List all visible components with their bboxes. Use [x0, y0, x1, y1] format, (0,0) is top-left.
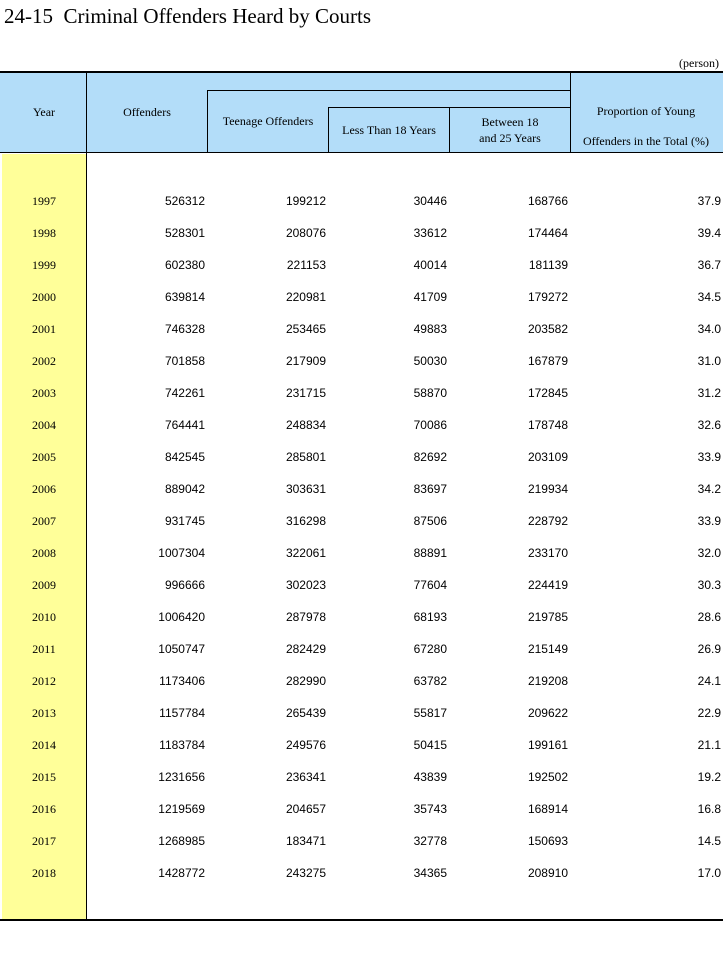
cell-between: 178748 [527, 418, 568, 432]
cell-between: 219785 [527, 610, 568, 624]
header-top-rule [0, 71, 723, 73]
cell-offenders: 1173406 [159, 674, 205, 688]
cell-less18: 32778 [413, 834, 447, 848]
cell-less18: 40014 [413, 258, 447, 272]
cell-between: 167879 [527, 354, 568, 368]
cell-proportion: 32.6 [697, 418, 721, 432]
cell-offenders: 639814 [164, 290, 205, 304]
cell-offenders: 526312 [164, 194, 205, 208]
cell-teenage: 287978 [285, 610, 326, 624]
cell-less18: 43839 [413, 770, 447, 784]
cell-offenders: 1231656 [158, 770, 205, 784]
cell-offenders: 1183784 [159, 738, 205, 752]
cell-teenage: 249576 [285, 738, 326, 752]
cell-offenders: 742261 [164, 386, 205, 400]
cell-offenders: 701858 [164, 354, 205, 368]
cell-teenage: 199212 [285, 194, 326, 208]
cell-between: 172845 [527, 386, 568, 400]
cell-offenders: 1428772 [158, 866, 205, 880]
cell-teenage: 248834 [285, 418, 326, 432]
cell-offenders: 1006420 [158, 610, 205, 624]
cell-offenders: 602380 [164, 258, 205, 272]
cell-teenage: 302023 [285, 578, 326, 592]
cell-proportion: 37.9 [697, 194, 721, 208]
cell-less18: 83697 [413, 482, 447, 496]
cell-less18: 50415 [413, 738, 447, 752]
cell-offenders: 1268985 [158, 834, 205, 848]
cell-between: 224419 [527, 578, 568, 592]
row-year: 2016 [32, 802, 56, 816]
cell-proportion: 34.0 [697, 322, 721, 336]
row-year: 2010 [32, 610, 56, 624]
cell-teenage: 282429 [285, 642, 326, 656]
cell-between: 174464 [527, 226, 568, 240]
cell-between: 219934 [527, 482, 568, 496]
cell-proportion: 34.5 [697, 290, 721, 304]
unit-label: (person) [679, 56, 719, 70]
cell-proportion: 33.9 [697, 514, 721, 528]
cell-between: 203109 [527, 450, 568, 464]
row-year: 2005 [32, 450, 56, 464]
cell-between: 199161 [527, 738, 568, 752]
cell-teenage: 265439 [285, 706, 326, 720]
row-year: 2000 [32, 290, 56, 304]
cell-less18: 35743 [413, 802, 447, 816]
cell-between: 215149 [527, 642, 568, 656]
header-between-18-25-line1: Between 18 [481, 115, 539, 129]
cell-offenders: 1157784 [159, 706, 205, 720]
cell-between: 192502 [527, 770, 568, 784]
cell-teenage: 285801 [285, 450, 326, 464]
row-year: 2001 [32, 322, 56, 336]
cell-proportion: 24.1 [697, 674, 721, 688]
cell-offenders: 528301 [164, 226, 205, 240]
cell-proportion: 16.8 [697, 802, 721, 816]
cell-proportion: 33.9 [697, 450, 721, 464]
cell-offenders: 842545 [164, 450, 205, 464]
cell-between: 228792 [527, 514, 568, 528]
cell-between: 208910 [527, 866, 568, 880]
row-year: 2008 [32, 546, 56, 560]
cell-offenders: 764441 [164, 418, 205, 432]
cell-between: 181139 [528, 258, 568, 272]
cell-proportion: 26.9 [697, 642, 721, 656]
cell-offenders: 1050747 [158, 642, 205, 656]
cell-proportion: 34.2 [697, 482, 721, 496]
cell-less18: 63782 [413, 674, 447, 688]
cell-teenage: 221153 [286, 258, 326, 272]
cell-offenders: 889042 [164, 482, 205, 496]
cell-proportion: 36.7 [697, 258, 721, 272]
row-year: 2012 [32, 674, 56, 688]
cell-teenage: 208076 [285, 226, 326, 240]
header-less-than-18: Less Than 18 Years [342, 123, 436, 137]
cell-offenders: 1219569 [158, 802, 205, 816]
cell-proportion: 31.0 [697, 354, 721, 368]
row-year: 2018 [32, 866, 56, 880]
row-year: 1997 [32, 194, 56, 208]
cell-proportion: 39.4 [697, 226, 721, 240]
cell-proportion: 30.3 [697, 578, 721, 592]
cell-less18: 88891 [413, 546, 447, 560]
cell-teenage: 316298 [285, 514, 326, 528]
cell-proportion: 31.2 [697, 386, 721, 400]
cell-teenage: 253465 [285, 322, 326, 336]
header-bottom-rule [0, 152, 723, 153]
cell-between: 233170 [527, 546, 568, 560]
cell-less18: 87506 [413, 514, 447, 528]
row-year: 2009 [32, 578, 56, 592]
cell-offenders: 746328 [164, 322, 205, 336]
cell-proportion: 19.2 [697, 770, 721, 784]
cell-teenage: 282990 [285, 674, 326, 688]
cell-less18: 34365 [413, 866, 447, 880]
row-year: 2011 [32, 642, 56, 656]
cell-offenders: 931745 [164, 514, 205, 528]
cell-proportion: 21.1 [697, 738, 721, 752]
cell-less18: 67280 [413, 642, 447, 656]
cell-less18: 49883 [413, 322, 447, 336]
year-column-rule [86, 72, 87, 920]
header-year: Year [32, 105, 56, 119]
cell-less18: 50030 [413, 354, 447, 368]
cell-between: 168914 [527, 802, 568, 816]
cell-teenage: 220981 [285, 290, 326, 304]
cell-between: 209622 [527, 706, 568, 720]
table-title: 24-15 Criminal Offenders Heard by Courts [4, 4, 372, 28]
header-proportion-line2: Offenders in the Total (%) [582, 134, 709, 148]
row-year: 2002 [32, 354, 56, 368]
row-year: 2004 [32, 418, 56, 432]
cell-teenage: 243275 [285, 866, 326, 880]
cell-less18: 58870 [413, 386, 447, 400]
row-year: 1998 [32, 226, 56, 240]
cell-teenage: 236341 [285, 770, 326, 784]
cell-less18: 33612 [413, 226, 447, 240]
cell-offenders: 996666 [164, 578, 205, 592]
cell-teenage: 204657 [285, 802, 326, 816]
header-offenders: Offenders [123, 105, 171, 119]
cell-teenage: 231715 [285, 386, 326, 400]
cell-between: 150693 [527, 834, 568, 848]
cell-teenage: 217909 [285, 354, 326, 368]
row-year: 1999 [32, 258, 56, 272]
cell-between: 219208 [527, 674, 568, 688]
row-year: 2014 [32, 738, 56, 752]
cell-proportion: 17.0 [697, 866, 721, 880]
row-year: 2003 [32, 386, 56, 400]
cell-proportion: 28.6 [697, 610, 721, 624]
cell-proportion: 32.0 [697, 546, 721, 560]
cell-between: 168766 [527, 194, 568, 208]
row-year: 2007 [32, 514, 56, 528]
cell-teenage: 183471 [285, 834, 326, 848]
cell-proportion: 14.5 [697, 834, 721, 848]
cell-less18: 41709 [413, 290, 447, 304]
header-between-18-25-line2: and 25 Years [479, 131, 541, 145]
table-bottom-rule [0, 919, 723, 921]
row-year: 2015 [32, 770, 56, 784]
cell-teenage: 303631 [285, 482, 326, 496]
header-proportion-line1: Proportion of Young [596, 104, 696, 118]
cell-offenders: 1007304 [158, 546, 205, 560]
cell-less18: 70086 [413, 418, 447, 432]
cell-between: 179272 [527, 290, 568, 304]
cell-less18: 55817 [413, 706, 447, 720]
cell-less18: 68193 [413, 610, 447, 624]
row-year: 2006 [32, 482, 56, 496]
cell-between: 203582 [527, 322, 568, 336]
cell-less18: 30446 [413, 194, 447, 208]
row-year: 2013 [32, 706, 56, 720]
cell-less18: 77604 [413, 578, 447, 592]
header-teenage-offenders: Teenage Offenders [222, 114, 314, 128]
cell-proportion: 22.9 [697, 706, 721, 720]
cell-teenage: 322061 [285, 546, 326, 560]
row-year: 2017 [32, 834, 56, 848]
header-inner-rule [207, 90, 571, 91]
cell-less18: 82692 [413, 450, 447, 464]
